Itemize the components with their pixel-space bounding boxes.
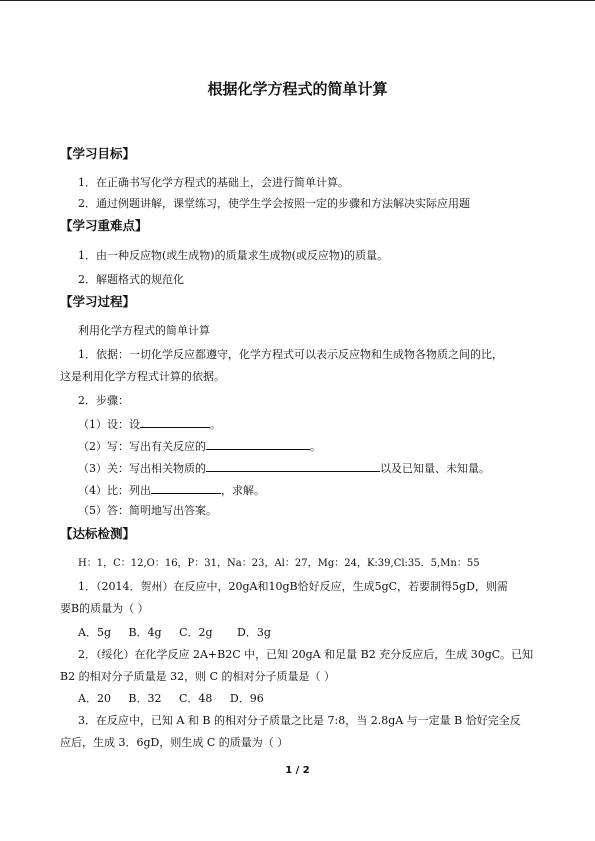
question-1-line-2: 要B的质量为（ ） — [60, 602, 149, 615]
step-4-blank — [151, 482, 221, 494]
section-heading-test: 【达标检测】 — [60, 526, 136, 541]
section-heading-key-points: 【学习重难点】 — [60, 218, 148, 233]
question-2-options: A．20 B．32 C．48 D．96 — [78, 692, 264, 705]
process-steps-label: 2．步骤： — [78, 394, 129, 407]
page-number: 1 / 2 — [285, 765, 310, 776]
page-top-border — [0, 0, 595, 1]
objective-item-1: 1．在正确书写化学方程式的基础上，会进行简单计算。 — [78, 176, 349, 189]
step-3-blank — [206, 460, 380, 472]
objective-item-2: 2．通过例题讲解，课堂练习，使学生学会按照一定的步骤和方法解决实际应用题 — [78, 197, 470, 210]
step-4 — [78, 482, 265, 498]
step-3 — [78, 460, 490, 476]
question-2-line-1: 2．（绥化）在化学反应 2A+B2C 中，已知 20gA 和足量 B2 充分反应后，生成 30gC。已知 — [78, 648, 534, 661]
question-2-line-2: B2 的相对分子质量是 32，则 C 的相对分子质量是（ ） — [60, 670, 335, 683]
step-4-text: （4）比：列出 — [78, 484, 151, 497]
key-point-item-2: 2．解题格式的规范化 — [78, 273, 184, 286]
atomic-masses: H：1，C：12,O：16，P：31，Na：23，Al：27，Mg：24，K:39,Cl:35．5,Mn：55 — [78, 558, 480, 569]
step-1-blank — [140, 416, 210, 428]
page-title: 根据化学方程式的简单计算 — [207, 80, 388, 98]
step-1-end: 。 — [210, 418, 221, 431]
question-1-line-1: 1．（2014．贺州）在反应中，20gA和10gB恰好反应，生成5gC，若要制得5gD，则需 — [78, 580, 508, 593]
step-3-text: （3）关：写出相关物质的 — [78, 462, 206, 475]
step-2-text: （2）写：写出有关反应的 — [78, 440, 206, 453]
question-1-options: A．5g B．4g C．2g D．3g — [78, 626, 271, 639]
question-3-line-2: 应后，生成 3．6gD，则生成 C 的质量为（ ） — [60, 736, 289, 749]
step-2-blank — [206, 438, 310, 450]
process-basis-line-1: 1．依据：一切化学反应都遵守，化学方程式可以表示反应物和生成物各物质之间的比， — [78, 348, 503, 361]
section-heading-objectives: 【学习目标】 — [60, 146, 136, 161]
question-3-line-1: 3．在反应中，已知 A 和 B 的相对分子质量之比是 7:8，当 2.8gA 与一定量 B 恰好完全反 — [78, 714, 521, 727]
step-5: （5）答：简明地写出答案。 — [78, 504, 217, 517]
step-2 — [78, 438, 321, 454]
step-1 — [78, 416, 221, 432]
process-basis-line-2: 这是利用化学方程式计算的依据。 — [60, 370, 225, 383]
step-3-end: 以及已知量、未知量。 — [380, 462, 490, 475]
process-intro: 利用化学方程式的简单计算 — [78, 324, 210, 337]
step-1-text: （1）设：设 — [78, 418, 140, 431]
section-heading-process: 【学习过程】 — [60, 294, 136, 309]
step-4-end: ，求解。 — [221, 484, 265, 497]
step-2-end: 。 — [310, 440, 321, 453]
key-point-item-1: 1．由一种反应物(或生成物)的质量求生成物(或反应物)的质量。 — [78, 249, 389, 262]
